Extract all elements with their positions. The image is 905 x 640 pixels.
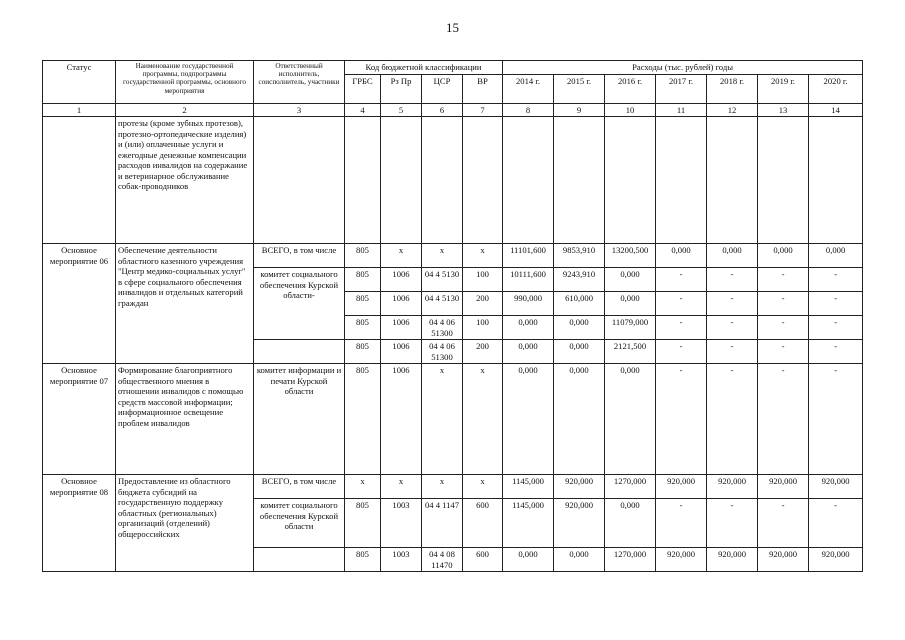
rzpr-cell: х [381,475,422,499]
value-cell: - [707,316,758,340]
rzpr-cell: 1003 [381,499,422,548]
event06-resp-committee: комитет социального обеспечения Курской области- [254,268,345,340]
grbs-cell: 805 [345,548,381,572]
header-csr: ЦСР [422,74,463,103]
value-cell: 0,000 [605,364,656,475]
header-row [43,61,863,75]
header-program-name: Наименование государственной программы, подпрограммы государственной программы, основного мероприятия [116,61,254,104]
value-cell: 0,000 [554,548,605,572]
csr-cell: х [422,475,463,499]
vr-cell: 600 [463,548,503,572]
value-cell: - [656,364,707,475]
grbs-cell: 805 [345,292,381,316]
grbs-cell: 805 [345,499,381,548]
value-cell: 920,000 [758,475,809,499]
grbs-cell: 805 [345,268,381,292]
event08-description: Предоставление из областного бюджета субсидий на государственную поддержку областных (региональных) организаций (отделений) общероссийских [116,475,254,572]
value-cell: - [707,292,758,316]
value-cell: 9243,910 [554,268,605,292]
vr-cell: 600 [463,499,503,548]
csr-cell: 04 4 5130 [422,268,463,292]
value-cell: 0,000 [503,340,554,364]
value-cell: 1145,000 [503,475,554,499]
value-cell: - [656,340,707,364]
value-cell: 1145,000 [503,499,554,548]
vr-cell: х [463,244,503,268]
header-rzpr: Рз Пр [381,74,422,103]
continuation-row [43,117,863,244]
column-number: 13 [758,103,809,117]
column-number: 10 [605,103,656,117]
table-row [43,244,863,268]
header-year: 2014 г. [503,74,554,103]
event08-status: Основное мероприятие 08 [43,475,116,572]
event06-description: Обеспечение деятельности областного казенного учреждения "Центр медико-социальных услуг" в сфере социального обеспечения инвалидов и отдельных категорий граждан [116,244,254,364]
value-cell: - [809,499,863,548]
csr-cell: х [422,244,463,268]
rzpr-cell: 1006 [381,340,422,364]
column-number: 1 [43,103,116,117]
rzpr-cell: 1003 [381,548,422,572]
header-budget-code: Код бюджетной классификации [345,61,503,75]
csr-cell: 04 4 08 11470 [422,548,463,572]
column-number: 12 [707,103,758,117]
grbs-cell: 805 [345,244,381,268]
rzpr-cell: 1006 [381,292,422,316]
value-cell: 0,000 [605,499,656,548]
rzpr-cell: 1006 [381,316,422,340]
column-number: 8 [503,103,554,117]
value-cell: - [656,292,707,316]
column-number: 9 [554,103,605,117]
value-cell: 1270,000 [605,475,656,499]
value-cell: 0,000 [605,292,656,316]
value-cell: 0,000 [554,364,605,475]
event08-resp-total: ВСЕГО, в том числе [254,475,345,499]
column-number: 6 [422,103,463,117]
header-year: 2019 г. [758,74,809,103]
column-number: 14 [809,103,863,117]
responsible-cell [254,117,345,244]
value-cell: - [707,340,758,364]
value-cell: - [758,499,809,548]
rzpr-cell: х [381,244,422,268]
value-cell: 920,000 [707,475,758,499]
column-number: 11 [656,103,707,117]
value-cell: 10111,600 [503,268,554,292]
value-cell: 11101,600 [503,244,554,268]
value-cell: 0,000 [656,244,707,268]
vr-cell: х [463,364,503,475]
event08-resp-committee: комитет социального обеспечения Курской области [254,499,345,548]
value-cell: 1270,000 [605,548,656,572]
value-cell: - [809,340,863,364]
grbs-cell: 805 [345,316,381,340]
header-expenses: Расходы (тыс. рублей) годы [503,61,863,75]
value-cell: 920,000 [707,548,758,572]
csr-cell: 04 4 5130 [422,292,463,316]
value-cell: 0,000 [605,268,656,292]
vr-cell: 100 [463,316,503,340]
grbs-cell: 805 [345,340,381,364]
value-cell: 2121,500 [605,340,656,364]
value-cell: - [809,292,863,316]
header-vr: ВР [463,74,503,103]
status-cell [43,117,116,244]
table-row [43,364,863,475]
event06-resp-total: ВСЕГО, в том числе [254,244,345,268]
value-cell: - [656,316,707,340]
value-cell: 990,000 [503,292,554,316]
value-cell: 13200,500 [605,244,656,268]
column-number: 7 [463,103,503,117]
csr-cell: 04 4 1147 [422,499,463,548]
csr-cell: 04 4 06 51300 [422,316,463,340]
value-cell: - [707,364,758,475]
value-cell: 9853,910 [554,244,605,268]
value-cell: 920,000 [554,475,605,499]
header-year: 2020 г. [809,74,863,103]
value-cell: 0,000 [809,244,863,268]
value-cell: 0,000 [503,548,554,572]
rzpr-cell: 1006 [381,268,422,292]
responsible-cell [254,548,345,572]
value-cell: - [656,268,707,292]
value-cell: - [758,316,809,340]
header-grbs: ГРБС [345,74,381,103]
value-cell: - [707,268,758,292]
column-number: 3 [254,103,345,117]
table-row [43,475,863,499]
vr-cell: 200 [463,292,503,316]
value-cell: 11079,000 [605,316,656,340]
value-cell: 0,000 [707,244,758,268]
value-cell: 0,000 [503,316,554,340]
value-cell: - [758,364,809,475]
continuation-description: протезы (кроме зубных протезов), протезно-ортопедические изделия) и (или) оплаченные услуги и ежегодные денежные компенсации расходов инвалидов на содержание и ветеринарное обслуживание собак-проводников [116,117,254,244]
page-number: 15 [446,20,459,35]
value-cell: - [809,268,863,292]
header-year: 2016 г. [605,74,656,103]
vr-cell: 200 [463,340,503,364]
csr-cell: 04 4 06 51300 [422,340,463,364]
event06-status: Основное мероприятие 06 [43,244,116,364]
event07-status: Основное мероприятие 07 [43,364,116,475]
column-number: 4 [345,103,381,117]
event07-description: Формирование благоприятного общественного мнения в отношении инвалидов с помощью средств массовой информации; информационное освещение проблем инвалидов [116,364,254,475]
column-number-row [43,103,863,117]
rzpr-cell: 1006 [381,364,422,475]
grbs-cell: х [345,475,381,499]
vr-cell: х [463,475,503,499]
value-cell: 920,000 [809,475,863,499]
value-cell: 920,000 [758,548,809,572]
header-year: 2018 г. [707,74,758,103]
value-cell: 920,000 [656,475,707,499]
value-cell: 610,000 [554,292,605,316]
value-cell: - [758,292,809,316]
value-cell: 920,000 [656,548,707,572]
value-cell: 920,000 [554,499,605,548]
value-cell: - [809,316,863,340]
column-number: 5 [381,103,422,117]
value-cell: - [809,364,863,475]
header-status: Статус [43,61,116,104]
value-cell: 0,000 [554,316,605,340]
header-responsible: Ответственный исполнитель, соисполнитель, участники [254,61,345,104]
value-cell: 0,000 [503,364,554,475]
value-cell: - [707,499,758,548]
header-year: 2015 г. [554,74,605,103]
grbs-cell: 805 [345,364,381,475]
budget-table [42,60,863,572]
value-cell: 920,000 [809,548,863,572]
value-cell: 0,000 [758,244,809,268]
csr-cell: х [422,364,463,475]
event07-resp: комитет информации и печати Курской области [254,364,345,475]
header-year: 2017 г. [656,74,707,103]
vr-cell: 100 [463,268,503,292]
responsible-cell [254,340,345,364]
value-cell: - [656,499,707,548]
value-cell: - [758,340,809,364]
column-number: 2 [116,103,254,117]
value-cell: 0,000 [554,340,605,364]
value-cell: - [758,268,809,292]
